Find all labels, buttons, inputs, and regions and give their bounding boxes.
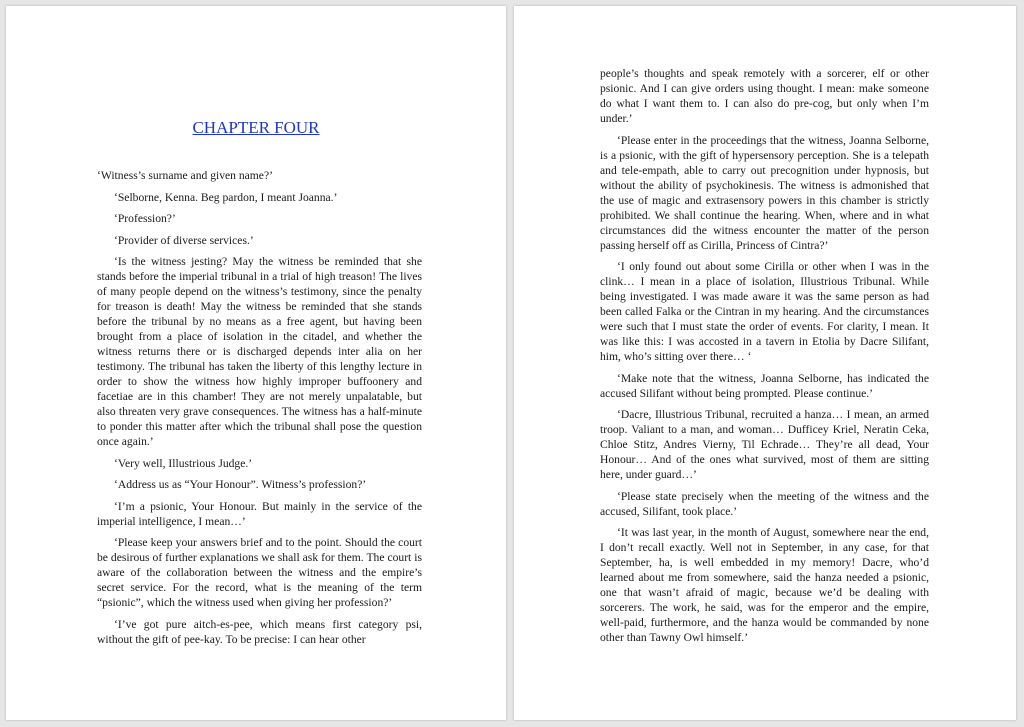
paragraph: ‘Selborne, Kenna. Beg pardon, I meant Joanna.’ — [114, 190, 338, 204]
paragraph: ‘Please enter in the proceedings that the witness, Joanna Selborne, is a psionic, with the gift of hypersensory perception. She is a telepath and tele-empath, able to carry out precognition under hypnosis, but without the ability of psychokinesis. The witness is admonished that the use of magic and extrasensory powers in this chamber is strictly prohibited. We shall continue the hearing. When, where and in what circumstances did the witness encounter the matter of the person passing herself off as Cirilla, Princess of Cintra?’ — [600, 133, 929, 252]
paragraph: ‘I’m a psionic, Your Honour. But mainly in the service of the imperial intelligence, I mean…’ — [97, 499, 422, 528]
paragraph: people’s thoughts and speak remotely with a sorcerer, elf or other psionic. And I can give orders using thought. I mean: make someone do what I want them to. I can also do pre-cog, but only when I’m under.’ — [600, 67, 929, 125]
paragraph: ‘It was last year, in the month of August, somewhere near the end, I don’t recall exactly. Well not in September, in any case, for that September, ha, is well embedded in my memory! Dacre, who’d learned about me from somewhere, said the hanza needed a psionic, one that wasn’t afraid of magic, because we’d be dealing with sorcerers. The work, he said, was for the emperor and the empire, well-paid, furthermore, and the hanza would be commanded by none other than Tawny Owl himself.’ — [600, 526, 929, 644]
paragraph: ‘I’ve got pure aitch-es-pee, which means first category psi, without the gift of pee-kay. To be precise: I can hear other — [97, 617, 422, 646]
paragraph: ‘I only found out about some Cirilla or other when I was in the clink… I mean in a place of isolation, Illustrious Tribunal. While being investigated. I was made aware it was the same person as had been called Falka or the Cintran in my hearing. And the circumstances were such that I must state the order of events. For clarity, I mean. It was like this: I was accosted in a tavern in Etolia by Dacre Silifant, him, who’s sitting over there… ‘ — [600, 260, 929, 363]
paragraph: ‘Address us as “Your Honour”. Witness’s profession?’ — [114, 478, 367, 491]
paragraph: ‘Is the witness jesting? May the witness be reminded that she stands before the imperial tribunal in a trial of high treason! The lives of many people depend on the witness’s testimony, since the penalty for treason is death! May the witness be reminded that she stands before the tribunal by no means as a free agent, but having been brought from a place of isolation in the citadel, and whether the witness returns there or is discharged depends inter alia on her testimony. The tribunal has taken the liberty of this lengthy lecture in order to show the witness how highly improper buffoonery and facetiae are in this chamber! They are not merely unpalatable, but also threaten very grave consequences. The witness has a half-minute to ponder this matter after which the tribunal shall pose the question once again.’ — [97, 255, 422, 448]
paragraph: ‘Please state precisely when the meeting of the witness and the accused, Silifant, took place.’ — [600, 489, 929, 518]
left-page — [6, 6, 506, 720]
paragraph: ‘Very well, Illustrious Judge.’ — [114, 456, 253, 470]
paragraph: ‘Provider of diverse services.’ — [114, 233, 254, 247]
paragraph: ‘Witness’s surname and given name?’ — [97, 169, 273, 182]
right-text-column — [600, 66, 929, 645]
chapter-title[interactable]: CHAPTER FOUR — [192, 118, 320, 137]
right-page — [514, 6, 1016, 720]
paragraph: ‘Dacre, Illustrious Tribunal, recruited a hanza… I mean, an armed troop. Valiant to a man, and woman… Dufficey Kriel, Neratin Ceka, Chloe Stitz, Andres Vierny, Til Echrade… They’re all dead, Your Honour… And of the ones what survived, most of them are sitting here, under guard…’ — [600, 408, 929, 481]
paragraph: ‘Profession?’ — [114, 212, 176, 225]
paragraph: ‘Make note that the witness, Joanna Selborne, has indicated the accused Silifant without being prompted. Please continue.’ — [600, 371, 929, 400]
left-text-column — [97, 168, 422, 647]
paragraph: ‘Please keep your answers brief and to the point. Should the court be desirous of further explanations we shall ask for them. The court is aware of the collaboration between the witness and the empire’s secret service. For the record, what is the meaning of the term “psionic”, which the witness used when giving her profession?’ — [97, 536, 422, 609]
